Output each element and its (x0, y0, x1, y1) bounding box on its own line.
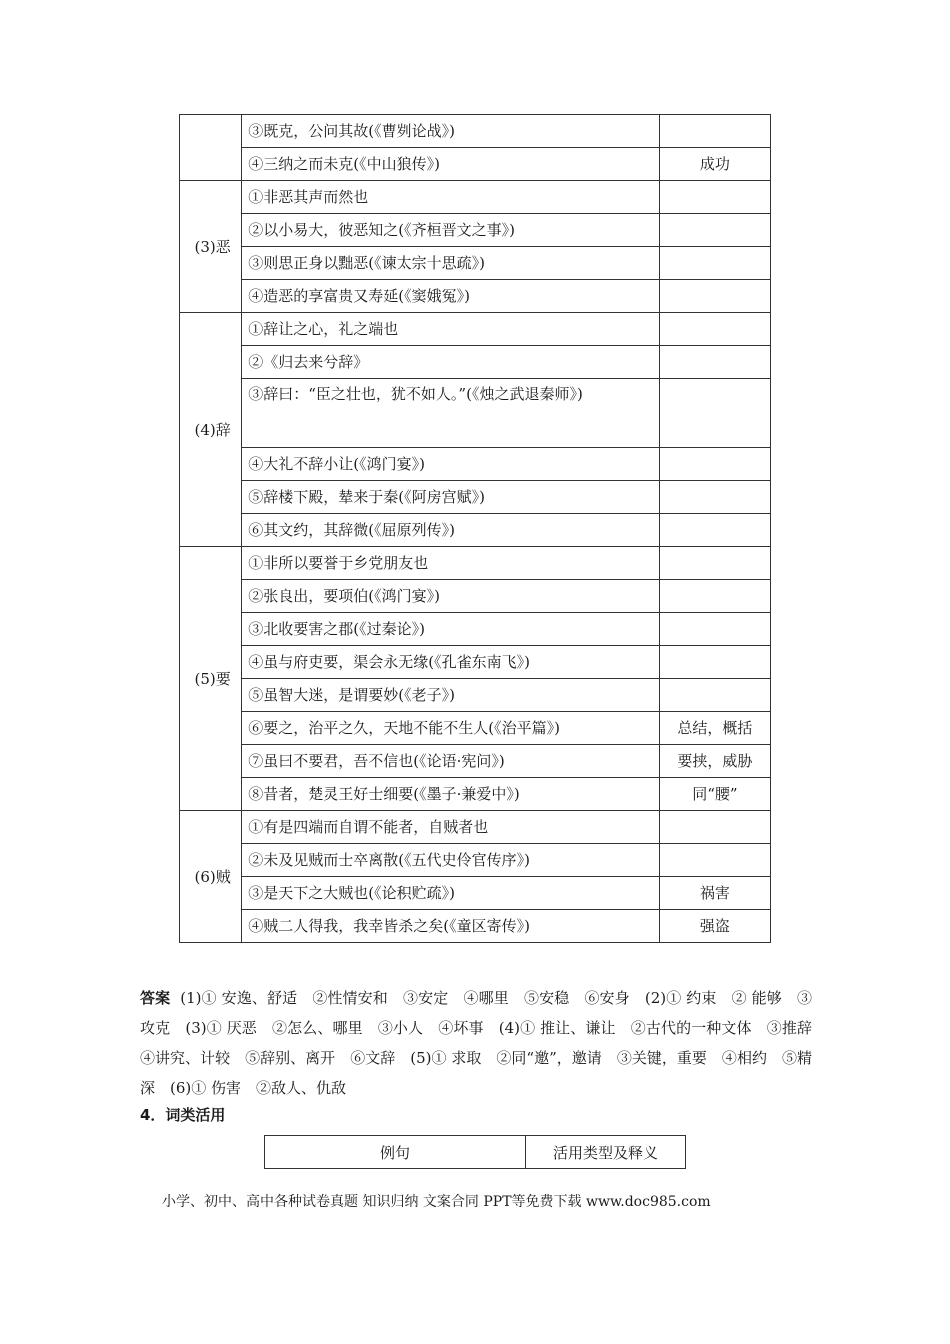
example-cell: ④三纳之而未克(《中山狼传》) (242, 148, 659, 181)
meaning-cell: 强盗 (659, 910, 770, 943)
example-cell: ④贼二人得我，我幸皆杀之矣(《童区寄传》) (242, 910, 659, 943)
example-cell: ③北收要害之郡(《过秦论》) (242, 613, 659, 646)
example-cell: ②《归去来兮辞》 (242, 346, 659, 379)
group-label-cell (180, 115, 242, 181)
table-row (180, 148, 771, 181)
meaning-cell: 总结，概括 (659, 712, 770, 745)
meaning-cell (659, 481, 770, 514)
meaning-cell (659, 844, 770, 877)
example-cell: ①有是四端而自谓不能者，自贼者也 (242, 811, 659, 844)
example-cell: ⑥要之，治平之久，天地不能不生人(《治平篇》) (242, 712, 659, 745)
answer-text: (1)① 安逸、舒适 ②性情安和 ③安定 ④哪里 ⑤安稳 ⑥安身 (2)① 约束 ② 能够 ③攻克 (3)① 厌恶 ②怎么、哪里 ③小人 ④坏事 (4)① 推让、谦让 ②古代的一种文体 ③推辞 ④讲究、计较 ⑤辞别、离开 ⑥文辞 (5)① 求取 ②同“邀”，邀请 ③关键，重要 ④相约 ⑤精深 (6)① 伤害 ②敌人、仇敌 (140, 989, 828, 1097)
meaning-cell (659, 547, 770, 580)
table-row (180, 214, 771, 247)
table-row (180, 877, 771, 910)
meaning-cell (659, 313, 770, 346)
table-row (180, 280, 771, 313)
meaning-cell: 要挟，威胁 (659, 745, 770, 778)
table-row (180, 181, 771, 214)
table-row (180, 379, 771, 448)
example-cell: ④造恶的享富贵又寿延(《窦娥冤》) (242, 280, 659, 313)
example-cell: ②未及见贼而士卒离散(《五代史伶官传序》) (242, 844, 659, 877)
group-label-cell: (5)要 (180, 547, 242, 811)
meaning-cell (659, 514, 770, 547)
table-row (180, 811, 771, 844)
meaning-cell (659, 280, 770, 313)
table-row (180, 646, 771, 679)
example-cell: ⑧昔者，楚灵王好士细要(《墨子·兼爱中》) (242, 778, 659, 811)
example-cell: ④大礼不辞小让(《鸿门宴》) (242, 448, 659, 481)
meaning-cell: 同“腰” (659, 778, 770, 811)
table-row (180, 346, 771, 379)
table-row (180, 514, 771, 547)
example-cell: ⑥其文约，其辞微(《屈原列传》) (242, 514, 659, 547)
word-meaning-table (179, 114, 771, 943)
example-cell: ②以小易大，彼恶知之(《齐桓晋文之事》) (242, 214, 659, 247)
example-cell: ②张良出，要项伯(《鸿门宴》) (242, 580, 659, 613)
example-cell: ⑤虽智大迷，是谓要妙(《老子》) (242, 679, 659, 712)
meaning-cell (659, 115, 770, 148)
meaning-cell: 祸害 (659, 877, 770, 910)
answer-block (140, 983, 828, 1103)
table-row (180, 115, 771, 148)
table-row (180, 313, 771, 346)
table-row (180, 613, 771, 646)
table-row (180, 547, 771, 580)
meaning-cell (659, 646, 770, 679)
meaning-cell (659, 379, 770, 448)
meaning-cell: 成功 (659, 148, 770, 181)
table-row (180, 580, 771, 613)
column-header: 活用类型及释义 (526, 1136, 686, 1169)
group-label-cell: (6)贼 (180, 811, 242, 943)
example-cell: ③辞曰：“臣之壮也，犹不如人。”(《烛之武退秦师》) (242, 379, 659, 448)
table-row (180, 247, 771, 280)
section-title: 4．词类活用 (140, 1106, 226, 1124)
column-header: 例句 (265, 1136, 526, 1169)
example-cell: ①非所以要誉于乡党朋友也 (242, 547, 659, 580)
example-cell: ⑤辞楼下殿，辇来于秦(《阿房宫赋》) (242, 481, 659, 514)
usage-table-header (264, 1135, 686, 1169)
meaning-cell (659, 247, 770, 280)
table-row (180, 679, 771, 712)
meaning-cell (659, 679, 770, 712)
example-cell: ④虽与府吏要，渠会永无缘(《孔雀东南飞》) (242, 646, 659, 679)
table-row (180, 481, 771, 514)
meaning-cell (659, 448, 770, 481)
answer-label: 答案 (140, 989, 171, 1007)
example-cell: ③是天下之大贼也(《论积贮疏》) (242, 877, 659, 910)
meaning-cell (659, 214, 770, 247)
table-row (180, 448, 771, 481)
meaning-cell (659, 580, 770, 613)
meaning-cell (659, 613, 770, 646)
table-row (180, 778, 771, 811)
page-footer: 小学、初中、高中各种试卷真题 知识归纳 文案合同 PPT等免费下载 www.doc985.com (162, 1194, 711, 1210)
meaning-cell (659, 346, 770, 379)
table-row (180, 910, 771, 943)
table-row (265, 1136, 686, 1169)
meaning-cell (659, 811, 770, 844)
table-row (180, 712, 771, 745)
example-cell: ①非恶其声而然也 (242, 181, 659, 214)
group-label-cell: (3)恶 (180, 181, 242, 313)
example-cell: ⑦虽曰不要君，吾不信也(《论语·宪问》) (242, 745, 659, 778)
group-label-cell: (4)辞 (180, 313, 242, 547)
meaning-cell (659, 181, 770, 214)
example-cell: ①辞让之心，礼之端也 (242, 313, 659, 346)
example-cell: ③既克，公问其故(《曹刿论战》) (242, 115, 659, 148)
table-row (180, 844, 771, 877)
table-row (180, 745, 771, 778)
example-cell: ③则思正身以黜恶(《谏太宗十思疏》) (242, 247, 659, 280)
